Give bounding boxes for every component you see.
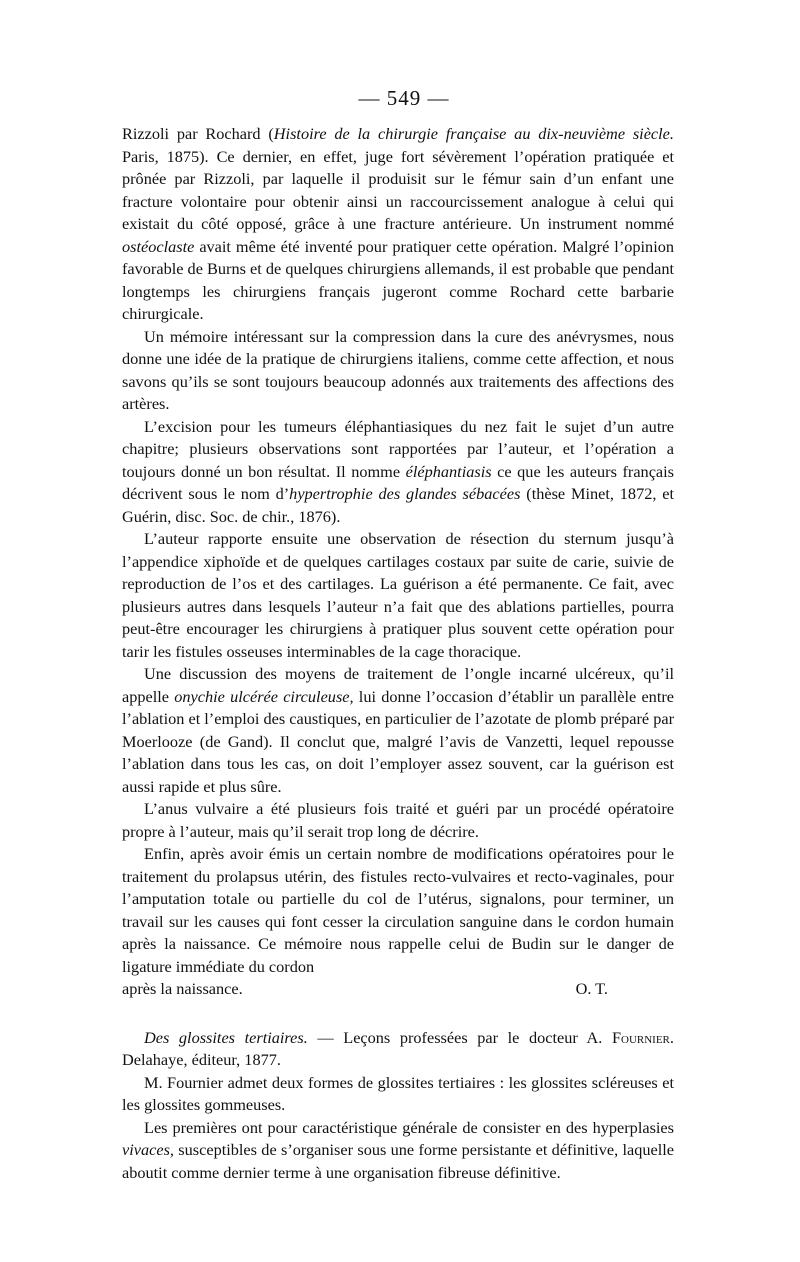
text-span: avait même été inventé pour pratiquer cette opération. Malgré l’opinion favorable de Burns et de quelques chirurgiens allemands, il est probable que pendant longtemps les chirurgiens français jugeront comme Rochard cette barbarie chirurgicale. [122, 236, 674, 323]
paragraph-excision [122, 416, 674, 529]
text-span: susceptibles de s’organiser sous une forme persistante et définitive, laquelle aboutit comme dernier terme à une organisation fibreuse définitive. [122, 1140, 674, 1182]
term-vivaces: vivaces, [122, 1140, 174, 1159]
signature-line [122, 978, 674, 1001]
paragraph-ongle [122, 663, 674, 798]
document-page [122, 86, 674, 1184]
paragraph-rizzoli [122, 123, 674, 326]
page-number: — 549 — [358, 86, 450, 110]
review-paragraph-formes: M. Fournier admet deux formes de glossites tertiaires : les glossites scléreuses et les glossites gommeuses. [122, 1072, 674, 1114]
term-hypertrophie: hypertrophie des glandes sébacées [289, 484, 521, 503]
text-span: Rizzoli par Rochard ( [122, 124, 274, 143]
paragraph-anevrysmes: Un mémoire intéressant sur la compression dans la cure des anévrysmes, nous donne une idée de la pratique de chirurgiens italiens, comme cette affection, et nous savons qu’ils se sont toujours beaucoup adonnés aux traitements des affections des artères. [122, 326, 674, 413]
last-line-text: après la naissance. [122, 979, 243, 998]
text-span: L’excision pour les tumeurs éléphantiasiques du nez fait le sujet d’un autre chapitre; plusieurs observations sont rapportées par l’auteur, et l’opération a toujours donné un bon résultat. Il nomme [122, 416, 674, 481]
paragraph-anus: L’anus vulvaire a été plusieurs fois traité et guéri par un procédé opératoire propre à l’auteur, mais qu’il serait trop long de décrire. [122, 799, 674, 841]
paragraph-enfin: Enfin, après avoir émis un certain nombre de modifications opératoires pour le traitement du prolapsus utérin, des fistules recto-vulvaires et recto-vaginales, pour l’amputation totale ou partielle du col de l’utérus, signalons, pour terminer, un travail sur les causes qui font cesser la circulation sanguine dans le cordon humain après la naissance. Ce mémoire nous rappelle celui de Budin sur le danger de ligature immédiate du cordon [122, 844, 674, 976]
text-span: Les premières ont pour caractéristique générale de consister en des hyperplasies [144, 1117, 674, 1137]
term-elephantiasis: éléphantiasis [405, 461, 492, 481]
review-heading [122, 1027, 674, 1072]
review-paragraph-premieres [122, 1117, 674, 1185]
signature: O. T. [575, 979, 608, 998]
text-span: — Leçons professées par le docteur A. [307, 1027, 612, 1047]
review-author: Fournier [611, 1027, 670, 1047]
text-span: lui donne l’occasion d’établir un parallèle entre l’ablation et l’emploi des caustiques, en particulier de l’azotate de plomb préparé par Moerlooze (de Gand). Il conclut que, malgré l’avis de Vanzetti, lequel repousse l’ablation dans tous les cas, on doit l’employer assez souvent, car la guérison est aussi rapide et plus sûre. [122, 686, 674, 796]
text-span: Une discussion des moyens de traitement de l’ongle incarné ulcéreux, qu’il appelle [122, 664, 674, 706]
text-span: . Delahaye, éditeur, 1877. [122, 1027, 674, 1069]
text-span: Paris, 1875). Ce dernier, en effet, juge fort sévèrement l’opération pratiquée et prônée par Rizzoli, par laquelle il produisit sur le fémur sain d’un enfant une fracture volontaire pour obtenir ainsi un raccourcissement analogue à celui qui existait du côté opposé, grâce à une fracture antérieure. Un instrument nommé [122, 146, 674, 233]
section-divider [122, 1001, 674, 1027]
text-span: (thèse Minet, 1872, et Guérin, disc. Soc. de chir., 1876). [122, 484, 675, 526]
term-osteoclaste: ostéoclaste [122, 236, 195, 256]
book-title: Histoire de la chirurgie française au dix-neuvième siècle. [273, 124, 674, 143]
paragraph-sternum: L’auteur rapporte ensuite une observation de résection du sternum jusqu’à l’appendice xiphoïde et de quelques cartilages costaux par suite de carie, suivie de reproduction de l’os et des cartilages. La guérison a été permanente. Ce fait, avec plusieurs autres dans lesquels l’auteur n’a fait que des ablations partielles, pourra peut-être encourager les chirurgiens à pratiquer plus souvent cette opération pour tarir les fistules osseuses interminables de la cage thoracique. [122, 529, 674, 661]
text-span: ce que les auteurs français décrivent sous le nom d’ [122, 461, 675, 503]
review-title: Des glossites tertiaires. [144, 1027, 308, 1047]
term-onychie: onychie ulcérée circuleuse, [174, 686, 354, 706]
